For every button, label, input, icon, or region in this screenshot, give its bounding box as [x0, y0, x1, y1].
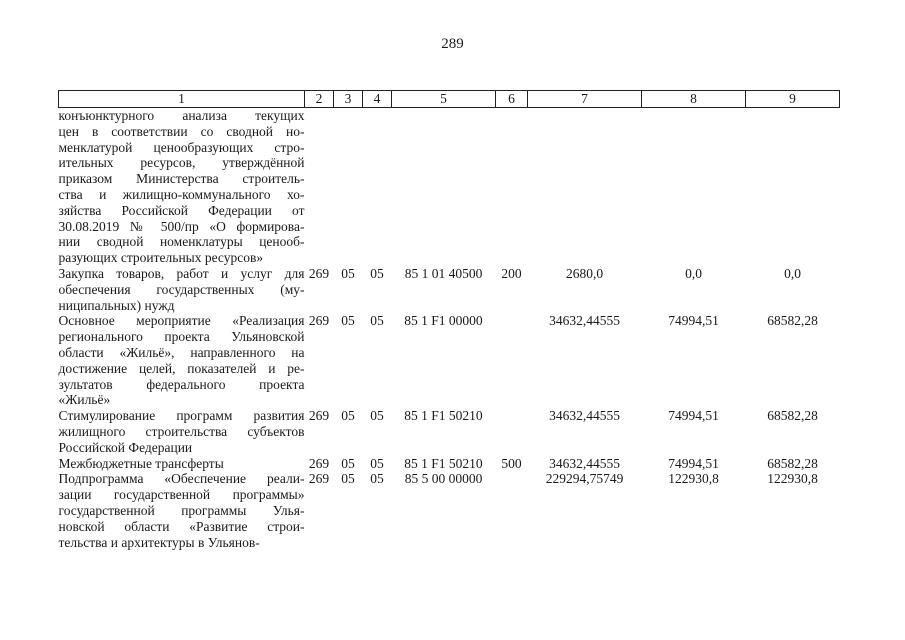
cell-amount-year2: 74994,51 [668, 408, 719, 424]
description-line: ства и жилищно-коммунального хо- [58, 186, 305, 202]
description-line: жилищного строительства субъектов [58, 423, 305, 439]
description-line: Стимулирование программ развития [58, 408, 305, 424]
header-row [59, 91, 840, 108]
description-line: цен в соответствии со сводной но- [58, 123, 305, 139]
description-line: тельства и архитектуры в Ульянов- [58, 534, 260, 550]
cell-expense-type [496, 408, 528, 455]
cell-amount-year2: 0,0 [685, 265, 702, 281]
table-row [59, 471, 840, 550]
cell-amount-year3: 68582,28 [767, 408, 818, 424]
cell-target-article: 85 1 F1 50210 [404, 455, 483, 471]
cell-subsection: 05 [370, 408, 384, 424]
cell-subsection: 05 [370, 455, 384, 471]
row-description [59, 313, 305, 408]
cell-target-article: 85 5 00 00000 [404, 471, 483, 487]
cell-expense-type [496, 313, 528, 408]
cell-expense-type: 500 [501, 455, 522, 471]
row-description [59, 266, 305, 313]
cell-amount-year3: 68582,28 [767, 455, 818, 471]
cell-amount-year1: 34632,44555 [549, 313, 620, 329]
cell-subsection: 05 [370, 265, 384, 281]
description-line: ительных ресурсов, утверждённой [58, 155, 305, 171]
cell-amount-year2: 122930,8 [668, 471, 719, 487]
cell-amount-year2 [642, 108, 746, 266]
description-line: регионального проекта Ульяновской [58, 329, 305, 345]
cell-target-article: 85 1 01 40500 [404, 265, 483, 281]
description-line: обеспечения государственных (му- [58, 281, 305, 297]
header-col-9: 9 [746, 91, 840, 108]
table-row [59, 408, 840, 455]
page-number: 289 [441, 36, 464, 52]
table-row [59, 266, 840, 313]
cell-target-article: 85 1 F1 50210 [404, 408, 483, 424]
cell-amount-year1: 229294,75749 [545, 471, 624, 487]
header-col-7: 7 [528, 91, 642, 108]
header-col-2: 2 [305, 91, 334, 108]
cell-section: 05 [341, 408, 355, 424]
cell-amount-year3 [746, 108, 840, 266]
cell-gr-code: 269 [308, 265, 330, 281]
table-row [59, 456, 840, 472]
cell-section: 05 [341, 471, 355, 487]
cell-amount-year1: 34632,44555 [549, 455, 620, 471]
cell-target-article: 85 1 F1 00000 [404, 313, 483, 329]
description-line: разующих строительных ресурсов» [58, 250, 264, 266]
description-line: нии сводной номенклатуры ценооб- [58, 234, 305, 250]
description-line: ниципальных) нужд [58, 297, 175, 313]
description-line: зации государственной программы» [58, 487, 305, 503]
description-line: Закупка товаров, работ и услуг для [58, 265, 305, 281]
description-line: государственной программы Улья- [58, 502, 305, 518]
header-col-8: 8 [642, 91, 746, 108]
cell-expense-type [496, 471, 528, 550]
row-description [59, 471, 305, 550]
table-body [59, 108, 840, 551]
header-col-3: 3 [334, 91, 363, 108]
cell-amount-year2: 74994,51 [668, 455, 719, 471]
description-line: Подпрограмма «Обеспечение реали- [58, 471, 305, 487]
header-col-1: 1 [59, 91, 305, 108]
cell-amount-year1: 2680,0 [565, 265, 604, 281]
cell-gr-code: 269 [308, 313, 330, 329]
cell-amount-year3: 68582,28 [767, 313, 818, 329]
cell-section: 05 [341, 455, 355, 471]
budget-table [58, 90, 840, 550]
cell-amount-year3: 122930,8 [767, 471, 818, 487]
cell-subsection: 05 [370, 313, 384, 329]
cell-target-article [392, 108, 496, 266]
header-col-5: 5 [392, 91, 496, 108]
description-line: «Жильё» [58, 392, 111, 408]
cell-amount-year2: 74994,51 [668, 313, 719, 329]
description-line: менклатурой ценообразующих стро- [58, 139, 305, 155]
row-description [59, 456, 305, 472]
table-row [59, 108, 840, 266]
cell-gr-code: 269 [308, 455, 330, 471]
cell-subsection: 05 [370, 471, 384, 487]
cell-gr-code: 269 [308, 471, 330, 487]
description-line: приказом Министерства строитель- [58, 171, 305, 187]
table-row [59, 313, 840, 408]
description-line: Российской Федерации [58, 439, 193, 455]
cell-subsection [363, 108, 392, 266]
cell-amount-year3: 0,0 [784, 265, 801, 281]
cell-expense-type [496, 108, 528, 266]
description-line: зяйства Российской Федерации от [58, 202, 305, 218]
cell-amount-year1 [528, 108, 642, 266]
description-line: Основное мероприятие «Реализация [58, 313, 305, 329]
cell-section: 05 [341, 265, 355, 281]
description-line: достижение целей, показателей и ре- [58, 360, 305, 376]
cell-expense-type: 200 [501, 265, 522, 281]
description-line: области «Жильё», направленного на [58, 344, 305, 360]
description-line: зультатов федерального проекта [58, 376, 305, 392]
cell-section: 05 [341, 313, 355, 329]
cell-gr-code: 269 [308, 408, 330, 424]
header-col-6: 6 [496, 91, 528, 108]
cell-gr-code [305, 108, 334, 266]
description-line: 30.08.2019 № 500/пр «О формирова- [58, 218, 305, 234]
row-description [59, 408, 305, 455]
description-line: новской области «Развитие строи- [58, 518, 305, 534]
description-line: конъюнктурного анализа текущих [58, 108, 305, 123]
description-line: Межбюджетные трансферты [58, 455, 224, 471]
cell-section [334, 108, 363, 266]
row-description [59, 108, 305, 266]
header-col-4: 4 [363, 91, 392, 108]
cell-amount-year1: 34632,44555 [549, 408, 620, 424]
